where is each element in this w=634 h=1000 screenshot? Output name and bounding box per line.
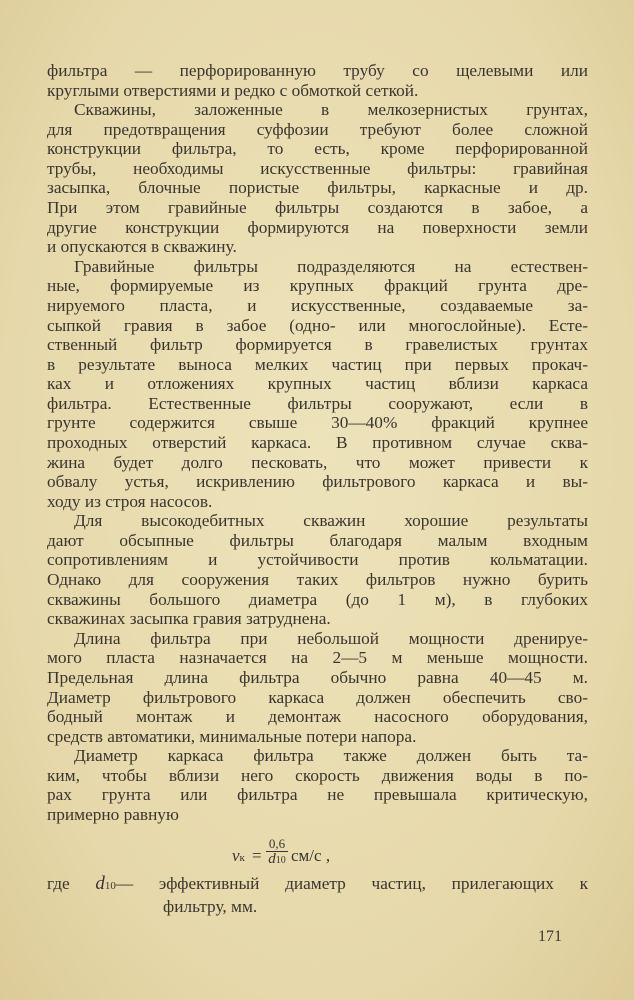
legend-prefix: где: [47, 874, 70, 893]
text-line: примерно равную: [47, 804, 179, 824]
text-line: обвалу устья, искривлению фильтрового каркаса и вы-: [47, 472, 588, 492]
body-text: [47, 61, 588, 825]
denominator-subscript: 10: [275, 855, 286, 866]
legend-symbol-subscript: 10: [104, 880, 116, 892]
text-line: Для высокодебитных скважин хорошие результаты: [74, 511, 588, 531]
text-line: скважины большого диаметра (до 1 м), в глубоких: [47, 589, 588, 609]
formula-var-subscript: к: [239, 852, 245, 864]
text-line: Длина фильтра при небольшой мощности дренируе-: [74, 628, 588, 648]
text-line: ходу из строя насосов.: [47, 491, 213, 511]
text-line: грунте содержится свыше 30—40% фракций крупнее: [47, 413, 588, 433]
critical-velocity-formula: [232, 836, 352, 876]
formula-unit: см/с ,: [291, 846, 331, 865]
text-line: средств автоматики, минимальные потери напора.: [47, 726, 417, 746]
formula-var: v: [232, 846, 240, 865]
text-line: для предотвращения суффозии требуют более сложной: [47, 119, 588, 139]
paragraph: [47, 100, 588, 257]
formula-equals: =: [252, 846, 262, 865]
text-line: нируемого пласта, и искусственные, создаваемые за-: [47, 295, 588, 315]
text-line: конструкции фильтра, то есть, кроме перфорированной: [47, 139, 588, 159]
text-line: жина будет долго песковать, что может привести к: [47, 452, 588, 472]
legend-line-1: [47, 874, 588, 897]
paragraph: [47, 629, 588, 746]
formula-denominator: [266, 852, 288, 868]
text-line: засыпка, блочные пористые фильтры, каркасные и др.: [47, 178, 588, 198]
formula-variable: [232, 846, 245, 866]
legend-symbol-letter: d: [95, 873, 105, 894]
legend-line-2: фильтру, мм.: [163, 896, 258, 916]
text-line: трубы, необходимы искусственные фильтры: гравийная: [47, 158, 588, 178]
text-line: При этом гравийные фильтры создаются в забое, а: [47, 198, 588, 218]
text-line: фильтра — перфорированную трубу со щелевыми или: [47, 61, 588, 80]
text-line: Однако для сооружения таких фильтров нужно бурить: [47, 570, 588, 590]
paragraph: [47, 61, 588, 100]
paragraph: [47, 511, 588, 628]
text-line: Скважины, заложенные в мелкозернистых грунтах,: [74, 100, 588, 120]
text-line: Предельная длина фильтра обычно равна 40—45 м.: [47, 667, 588, 687]
text-line: скважинах засыпка гравия затруднена.: [47, 609, 331, 629]
text-line: Диаметр фильтрового каркаса должен обеспечить сво-: [47, 687, 588, 707]
text-line: проходных отверстий каркаса. В противном случае сква-: [47, 432, 588, 452]
text-line: и опускаются в скважину.: [47, 237, 237, 257]
legend-text-1: — эффективный диаметр частиц, прилегающих к: [115, 874, 588, 893]
text-line: сопротивлениям и устойчивости против кольматации.: [47, 550, 588, 570]
text-line: ные, формируемые из крупных фракций грунта дре-: [47, 276, 588, 296]
text-line: рах грунта или фильтра не превышала критическую,: [47, 785, 588, 805]
paragraph: [47, 746, 588, 824]
text-line: ким, чтобы вблизи него скорость движения воды в по-: [47, 765, 588, 785]
text-line: фильтра. Естественные фильтры сооружают, если в: [47, 393, 588, 413]
text-line: бодный монтаж и демонтаж насосного оборудования,: [47, 707, 588, 727]
text-line: другие конструкции формируются на поверхности земли: [47, 217, 588, 237]
text-line: ках и отложениях крупных частиц вблизи каркаса: [47, 374, 588, 394]
page-number: 171: [538, 928, 562, 945]
text-line: Гравийные фильтры подразделяются на естествен-: [74, 256, 588, 276]
paragraph: [47, 257, 588, 512]
text-line: дают обсыпные фильтры благодаря малым входным: [47, 530, 588, 550]
text-line: Диаметр каркаса фильтра также должен быть та-: [74, 746, 588, 766]
formula-fraction: [266, 836, 288, 868]
text-line: ственный фильтр формируется в гравелистых грунтах: [47, 335, 588, 355]
text-line: в результате выноса мелких частиц при первых прокач-: [47, 354, 588, 374]
text-line: сыпкой гравия в забое (одно- или многослойные). Есте-: [47, 315, 588, 335]
formula-legend: [47, 874, 588, 916]
formula-numerator: 0,6: [266, 836, 288, 852]
text-line: мого пласта назначается на 2—5 м меньше мощности.: [47, 648, 588, 668]
text-line: круглыми отверстиями и редко с обмоткой сеткой.: [47, 80, 419, 100]
legend-symbol: [95, 873, 116, 894]
denominator-symbol: d: [268, 851, 276, 867]
